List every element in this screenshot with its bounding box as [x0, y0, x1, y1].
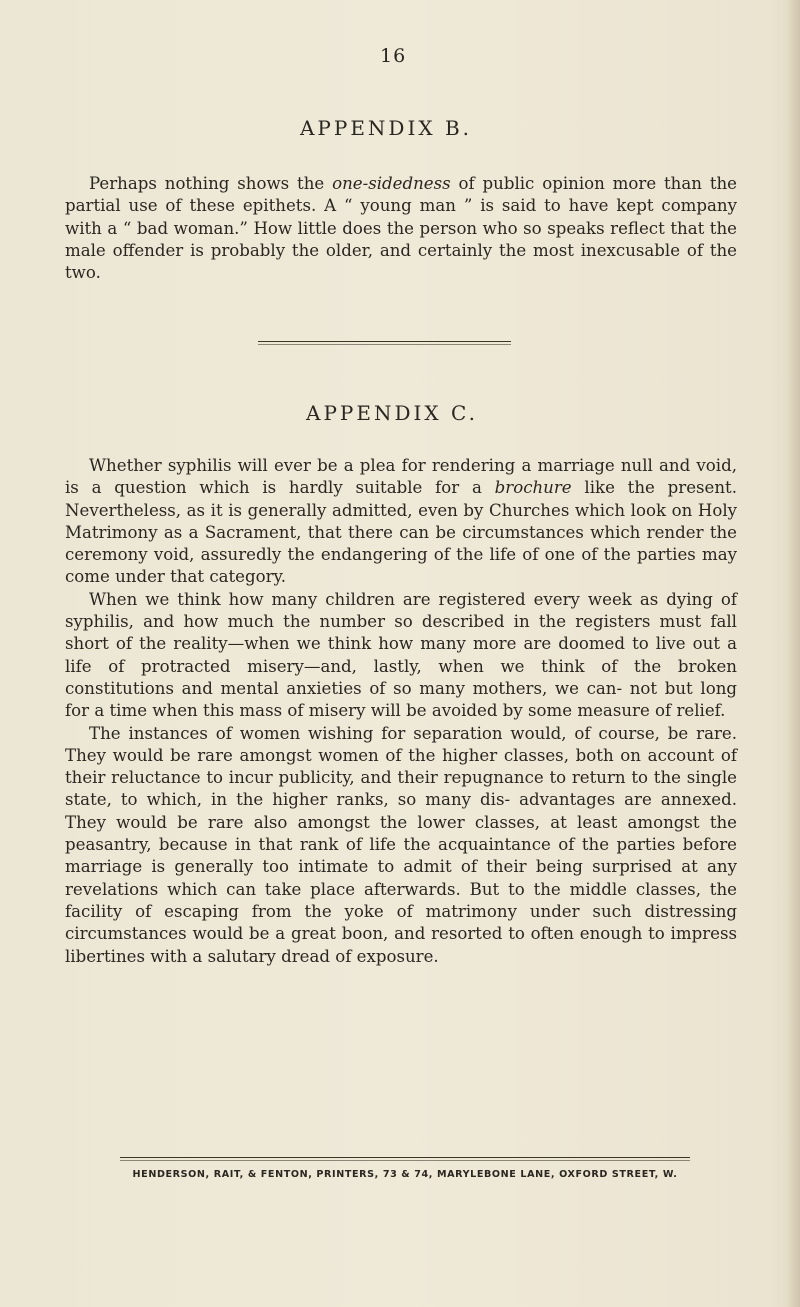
text-run: Perhaps nothing shows the: [89, 174, 333, 193]
footer-rule: [120, 1157, 690, 1158]
appendix-c-paragraph-2: When we think how many children are registered every week as dying of syphilis, and how much the number so described in the registers must fall short of the reality—when we think how many more are doomed to live out a life of protracted misery—and, lastly, when we think of the broken constitutions and mental anxieties of so many mothers, we can- not but long for a time when this mass of misery will be avoided by some measure of relief.: [65, 589, 737, 721]
printer-imprint: HENDERSON, RAIT, & FENTON, PRINTERS, 73 & 74, MARYLEBONE LANE, OXFORD STREET, W.: [132, 1169, 678, 1180]
appendix-b-body: [65, 173, 737, 284]
footer-rule-shadow: [120, 1160, 690, 1161]
text-run: like the present. Nevertheless, as it is generally admitted, even by Churches which look on Holy Matrimony as a Sacrament, that there can be circumstances which render the ceremony void, assuredly the endangering of the life of one of the parties may come under that category.: [65, 478, 737, 587]
text-run: of public opinion more than the partial use of these epithets. A “ young man ” is said to have kept company with a “ bad woman.” How little does the person who so speaks reflect that the male offender is probably the older, and certainly the most inexcusable of the two.: [65, 174, 737, 283]
page-number: 16: [380, 45, 407, 67]
appendix-b-heading: APPENDIX B.: [299, 116, 473, 140]
appendix-b-paragraph: [65, 173, 737, 284]
italic-term: one-sidedness: [332, 174, 451, 193]
section-divider: [258, 341, 511, 342]
appendix-c-heading: APPENDIX C.: [306, 401, 478, 425]
appendix-c-body: [65, 455, 737, 968]
appendix-c-paragraph-3: The instances of women wishing for separation would, of course, be rare. They would be rare amongst women of the higher classes, both on account of their reluctance to incur publicity, and their repugnance to return to the single state, to which, in the higher ranks, so many dis- advantages are annexed. They would be rare also amongst the lower classes, at least amongst the peasantry, because in that rank of life the acquaintance of the parties before marriage is generally too intimate to admit of their being surprised at any revelations which can take place afterwards. But to the middle classes, the facility of escaping from the yoke of matrimony under such distressing circumstances would be a great boon, and resorted to often enough to impress libertines with a salutary dread of exposure.: [65, 723, 737, 966]
appendix-c-paragraph-1: [65, 455, 737, 589]
text-run: Whether syphilis will ever be a plea for rendering a marriage null and void, is a question which is hardly suitable for a: [65, 456, 737, 498]
page-edge-shadow: [786, 0, 800, 1307]
italic-term: brochure: [494, 478, 572, 498]
section-divider-shadow: [258, 344, 511, 345]
